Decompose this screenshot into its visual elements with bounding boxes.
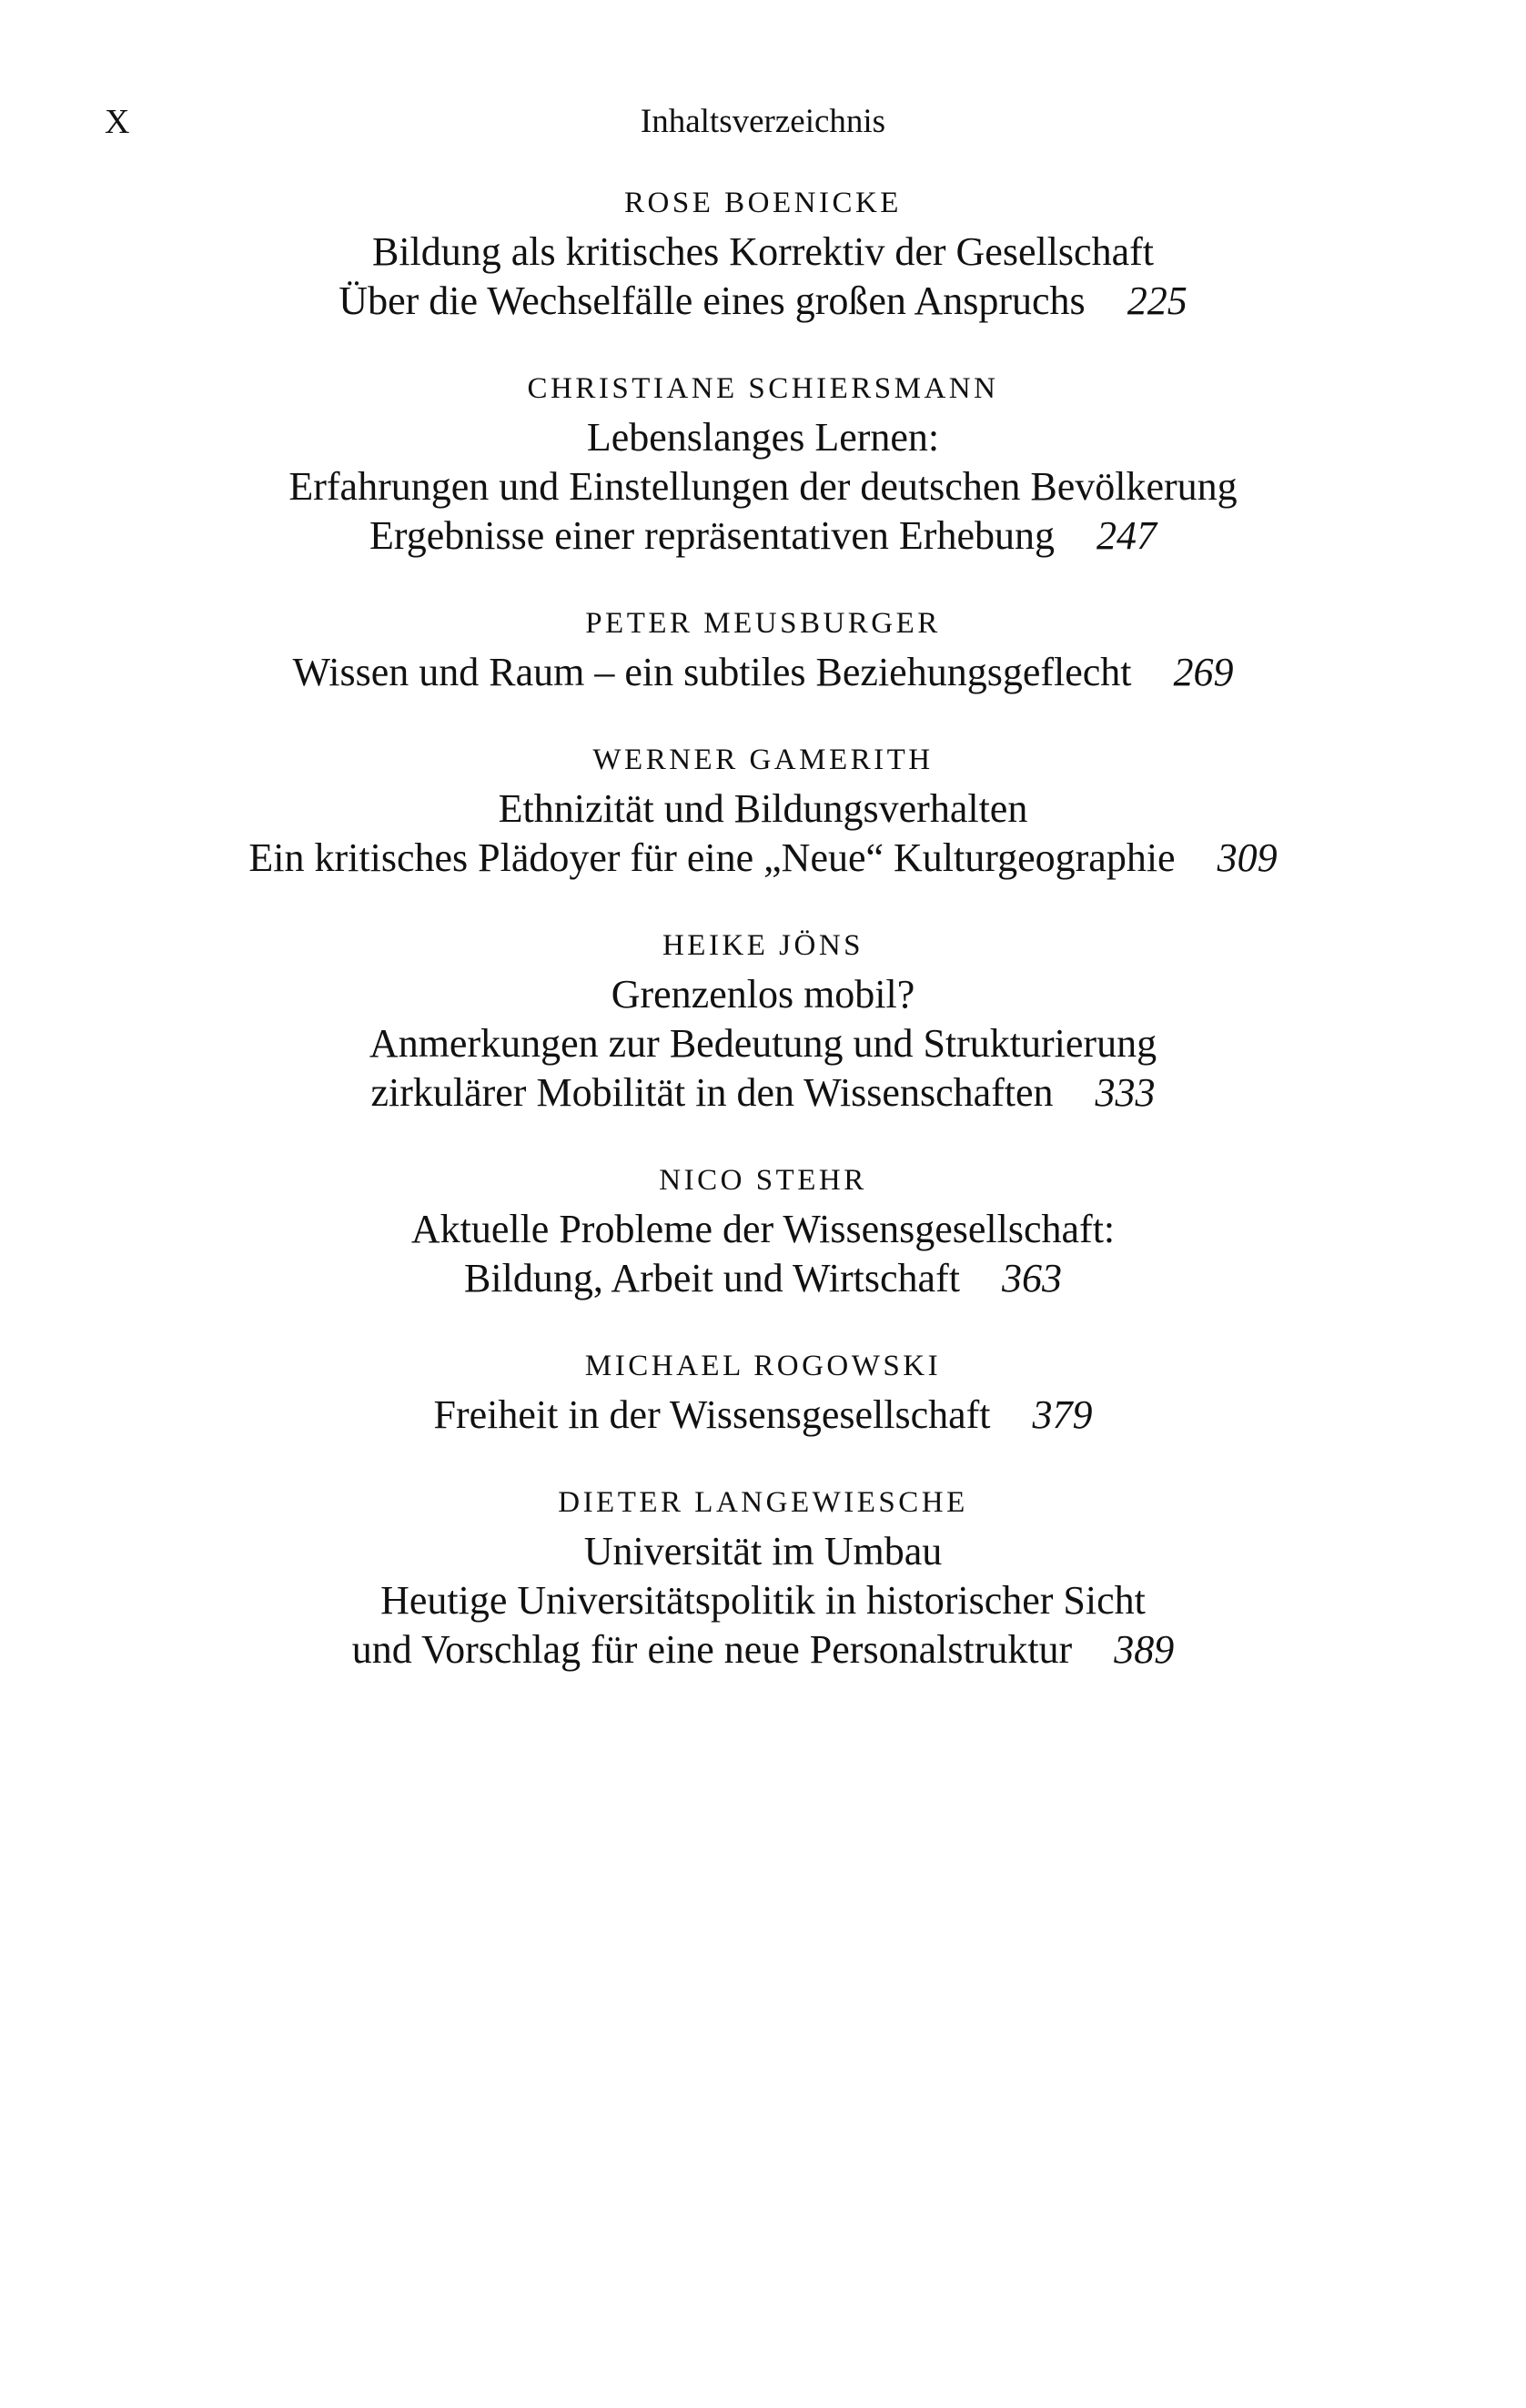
entry-title-text: Freiheit in der Wissensgesellschaft [433,1392,991,1437]
entry-page-number: 225 [1127,278,1187,323]
entry-title-text: Über die Wechselfälle eines großen Anspruchs [339,278,1086,323]
toc-entry [0,1158,1526,1303]
entry-title-line [0,1254,1526,1303]
entry-page-number: 269 [1173,650,1234,694]
table-of-contents [0,180,1526,1715]
entry-page-number: 247 [1096,513,1157,558]
entry-title-line: Heutige Universitätspolitik in historischer Sicht [380,1578,1146,1623]
entry-title-line [0,834,1526,883]
entry-author: MICHAEL ROGOWSKI [584,1350,942,1382]
toc-entry [0,1480,1526,1674]
entry-title-text: Bildung, Arbeit und Wirtschaft [464,1256,960,1300]
entry-title-line [0,648,1526,697]
entry-title-line [0,1068,1526,1118]
entry-title-text: Ein kritisches Plädoyer für eine „Neue“ Kulturgeographie [248,835,1176,880]
entry-title-line: Universität im Umbau [583,1529,943,1573]
entry-title-line [0,1391,1526,1440]
entry-title-line [0,511,1526,561]
entry-author: DIETER LANGEWIESCHE [558,1486,968,1519]
entry-page-number: 333 [1095,1070,1156,1115]
entry-page-number: 309 [1217,835,1278,880]
entry-page-number: 389 [1114,1627,1175,1672]
toc-entry [0,1343,1526,1440]
toc-entry [0,366,1526,561]
entry-author: HEIKE JÖNS [662,929,864,962]
entry-author: PETER MEUSBURGER [585,607,941,640]
entry-title-text: und Vorschlag für eine neue Personalstruktur [351,1627,1073,1672]
entry-title-text: zirkulärer Mobilität in den Wissenschaften [370,1070,1054,1115]
entry-author: WERNER GAMERITH [592,744,934,776]
page-number: X [105,103,131,141]
entry-title-line: Bildung als kritisches Korrektiv der Gesellschaft [371,229,1154,274]
entry-title-line: Grenzenlos mobil? [611,972,915,1017]
entry-title-text: Ergebnisse einer repräsentativen Erhebung [369,513,1055,558]
entry-title-line: Ethnizität und Bildungsverhalten [498,786,1028,831]
entry-page-number: 379 [1032,1392,1093,1437]
entry-author: NICO STEHR [659,1164,867,1197]
entry-title-line: Lebenslanges Lernen: [586,415,940,460]
entry-title-line: Aktuelle Probleme der Wissensgesellschaft: [410,1207,1116,1251]
toc-entry [0,923,1526,1118]
entry-title-line [0,277,1526,326]
entry-title-line [0,1625,1526,1674]
entry-title-text: Wissen und Raum – ein subtiles Beziehungsgeflecht [292,650,1132,694]
toc-entry [0,601,1526,697]
toc-entry [0,737,1526,883]
page-header [0,98,1526,153]
entry-author: CHRISTIANE SCHIERSMANN [527,372,999,405]
entry-author: ROSE BOENICKE [624,187,902,219]
entry-page-number: 363 [1001,1256,1062,1300]
entry-title-line: Anmerkungen zur Bedeutung und Strukturierung [369,1021,1157,1066]
toc-entry [0,180,1526,326]
entry-title-line: Erfahrungen und Einstellungen der deutschen Bevölkerung [288,464,1238,509]
running-head: Inhaltsverzeichnis [640,103,886,140]
